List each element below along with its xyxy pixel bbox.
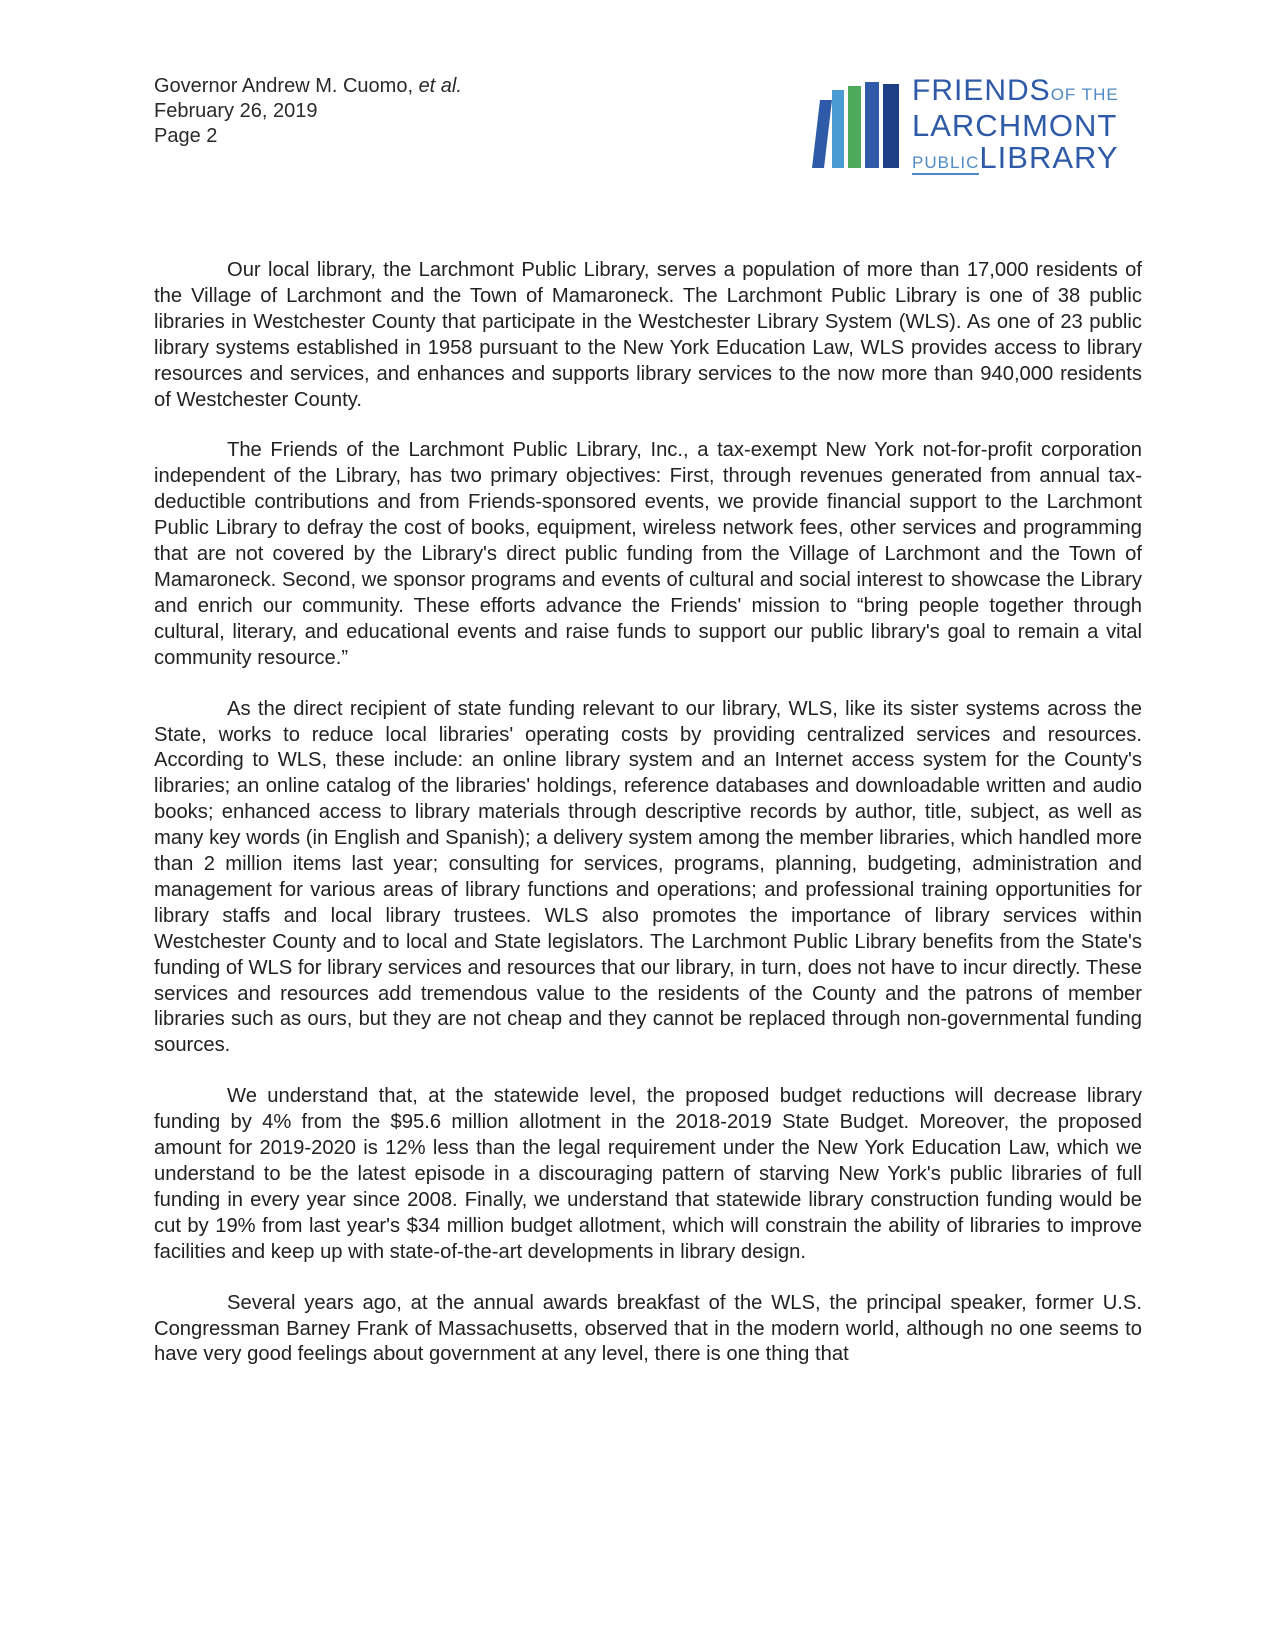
- logo-larchmont: LARCHMONT: [912, 108, 1118, 143]
- books-icon: [812, 82, 902, 170]
- body-paragraph: Our local library, the Larchmont Public Library, serves a population of more than 17,000 residents of the Village of Larchmont and the Town of Mamaroneck. The Larchmont Public Library is one of 38 public libraries in Westchester County that participate in the Westchester Library System (WLS). As one of 23 public library systems established in 1958 pursuant to the New York Education Law, WLS provides access to library resources and services, and enhances and supports library services to the now more than 940,000 residents of Westchester County.: [154, 259, 1142, 411]
- logo-line-library: [912, 142, 1119, 179]
- logo-book-bar: [883, 84, 899, 168]
- logo-friends: FRIENDS: [912, 74, 1051, 107]
- friends-library-logo: [812, 74, 1152, 175]
- logo-library: LIBRARY: [979, 140, 1119, 175]
- logo-book-bar: [848, 86, 861, 168]
- body-paragraph: The Friends of the Larchmont Public Library, Inc., a tax-exempt New York not-for-profit corporation independent of the Library, has two primary objectives: First, through revenues generated from annual tax-deductible contributions and from Friends-sponsored events, we provide financial support to the Larchmont Public Library to defray the cost of books, equipment, wireless network fees, other services and programming that are not covered by the Library's direct public funding from the Village of Larchmont and the Town of Mamaroneck. Second, we sponsor programs and events of cultural and social interest to showcase the Library and enrich our community. These efforts advance the Friends' mission to “bring people together through cultural, literary, and educational events and raise funds to support our public library's goal to remain a vital community resource.”: [154, 439, 1142, 669]
- logo-public: PUBLIC: [912, 153, 979, 175]
- logo-book-bar: [832, 90, 844, 168]
- letter-body: [154, 258, 1142, 1393]
- letter-header: [154, 74, 462, 149]
- recipient-line: [154, 74, 462, 99]
- logo-book-bar: [812, 100, 832, 168]
- letter-date: February 26, 2019: [154, 100, 318, 122]
- logo-of-the: OF THE: [1050, 85, 1119, 104]
- logo-line-friends: [912, 76, 1119, 110]
- body-paragraph: We understand that, at the statewide level, the proposed budget reductions will decrease library funding by 4% from the $95.6 million allotment in the 2018-2019 State Budget. Moreover, the proposed amount for 2019-2020 is 12% less than the legal requirement under the New York Education Law, which we understand to be the latest episode in a discouraging pattern of starving New York's public libraries of full funding in every year since 2008. Finally, we understand that statewide library construction funding would be cut by 19% from last year's $34 million budget allotment, which will constrain the ability of libraries to improve facilities and keep up with state-of-the-art developments in library design.: [154, 1085, 1142, 1263]
- logo-book-bar: [865, 82, 879, 168]
- page-number: Page 2: [154, 125, 218, 147]
- recipient-name: Governor Andrew M. Cuomo,: [154, 75, 413, 97]
- body-paragraph: As the direct recipient of state funding relevant to our library, WLS, like its sister systems across the State, works to reduce local libraries' operating costs by providing centralized services and resources. According to WLS, these include: an online library system and an Internet access system for the County's libraries; an online catalog of the libraries' holdings, reference databases and downloadable written and audio books; enhanced access to library materials through descriptive records by author, title, subject, as well as many key words (in English and Spanish); a delivery system among the member libraries, which handled more than 2 million items last year; consulting for services, programs, planning, budgeting, administration and management for various areas of library functions and operations; and professional training opportunities for library staffs and local library trustees. WLS also promotes the importance of library services within Westchester County and to local and State legislators. The Larchmont Public Library benefits from the State's funding of WLS for library services and resources that our library, in turn, does not have to incur directly. These services and resources add tremendous value to the residents of the County and the patrons of member libraries such as ours, but they are not cheap and they cannot be replaced through non-governmental funding sources.: [154, 697, 1142, 1057]
- recipient-suffix: et al.: [418, 75, 462, 97]
- logo-wordmark: [912, 76, 1119, 179]
- body-paragraph: Several years ago, at the annual awards breakfast of the WLS, the principal speaker, former U.S. Congressman Barney Frank of Massachusetts, observed that in the modern world, although no one seems to have very good feelings about government at any level, there is one thing that: [154, 1291, 1142, 1366]
